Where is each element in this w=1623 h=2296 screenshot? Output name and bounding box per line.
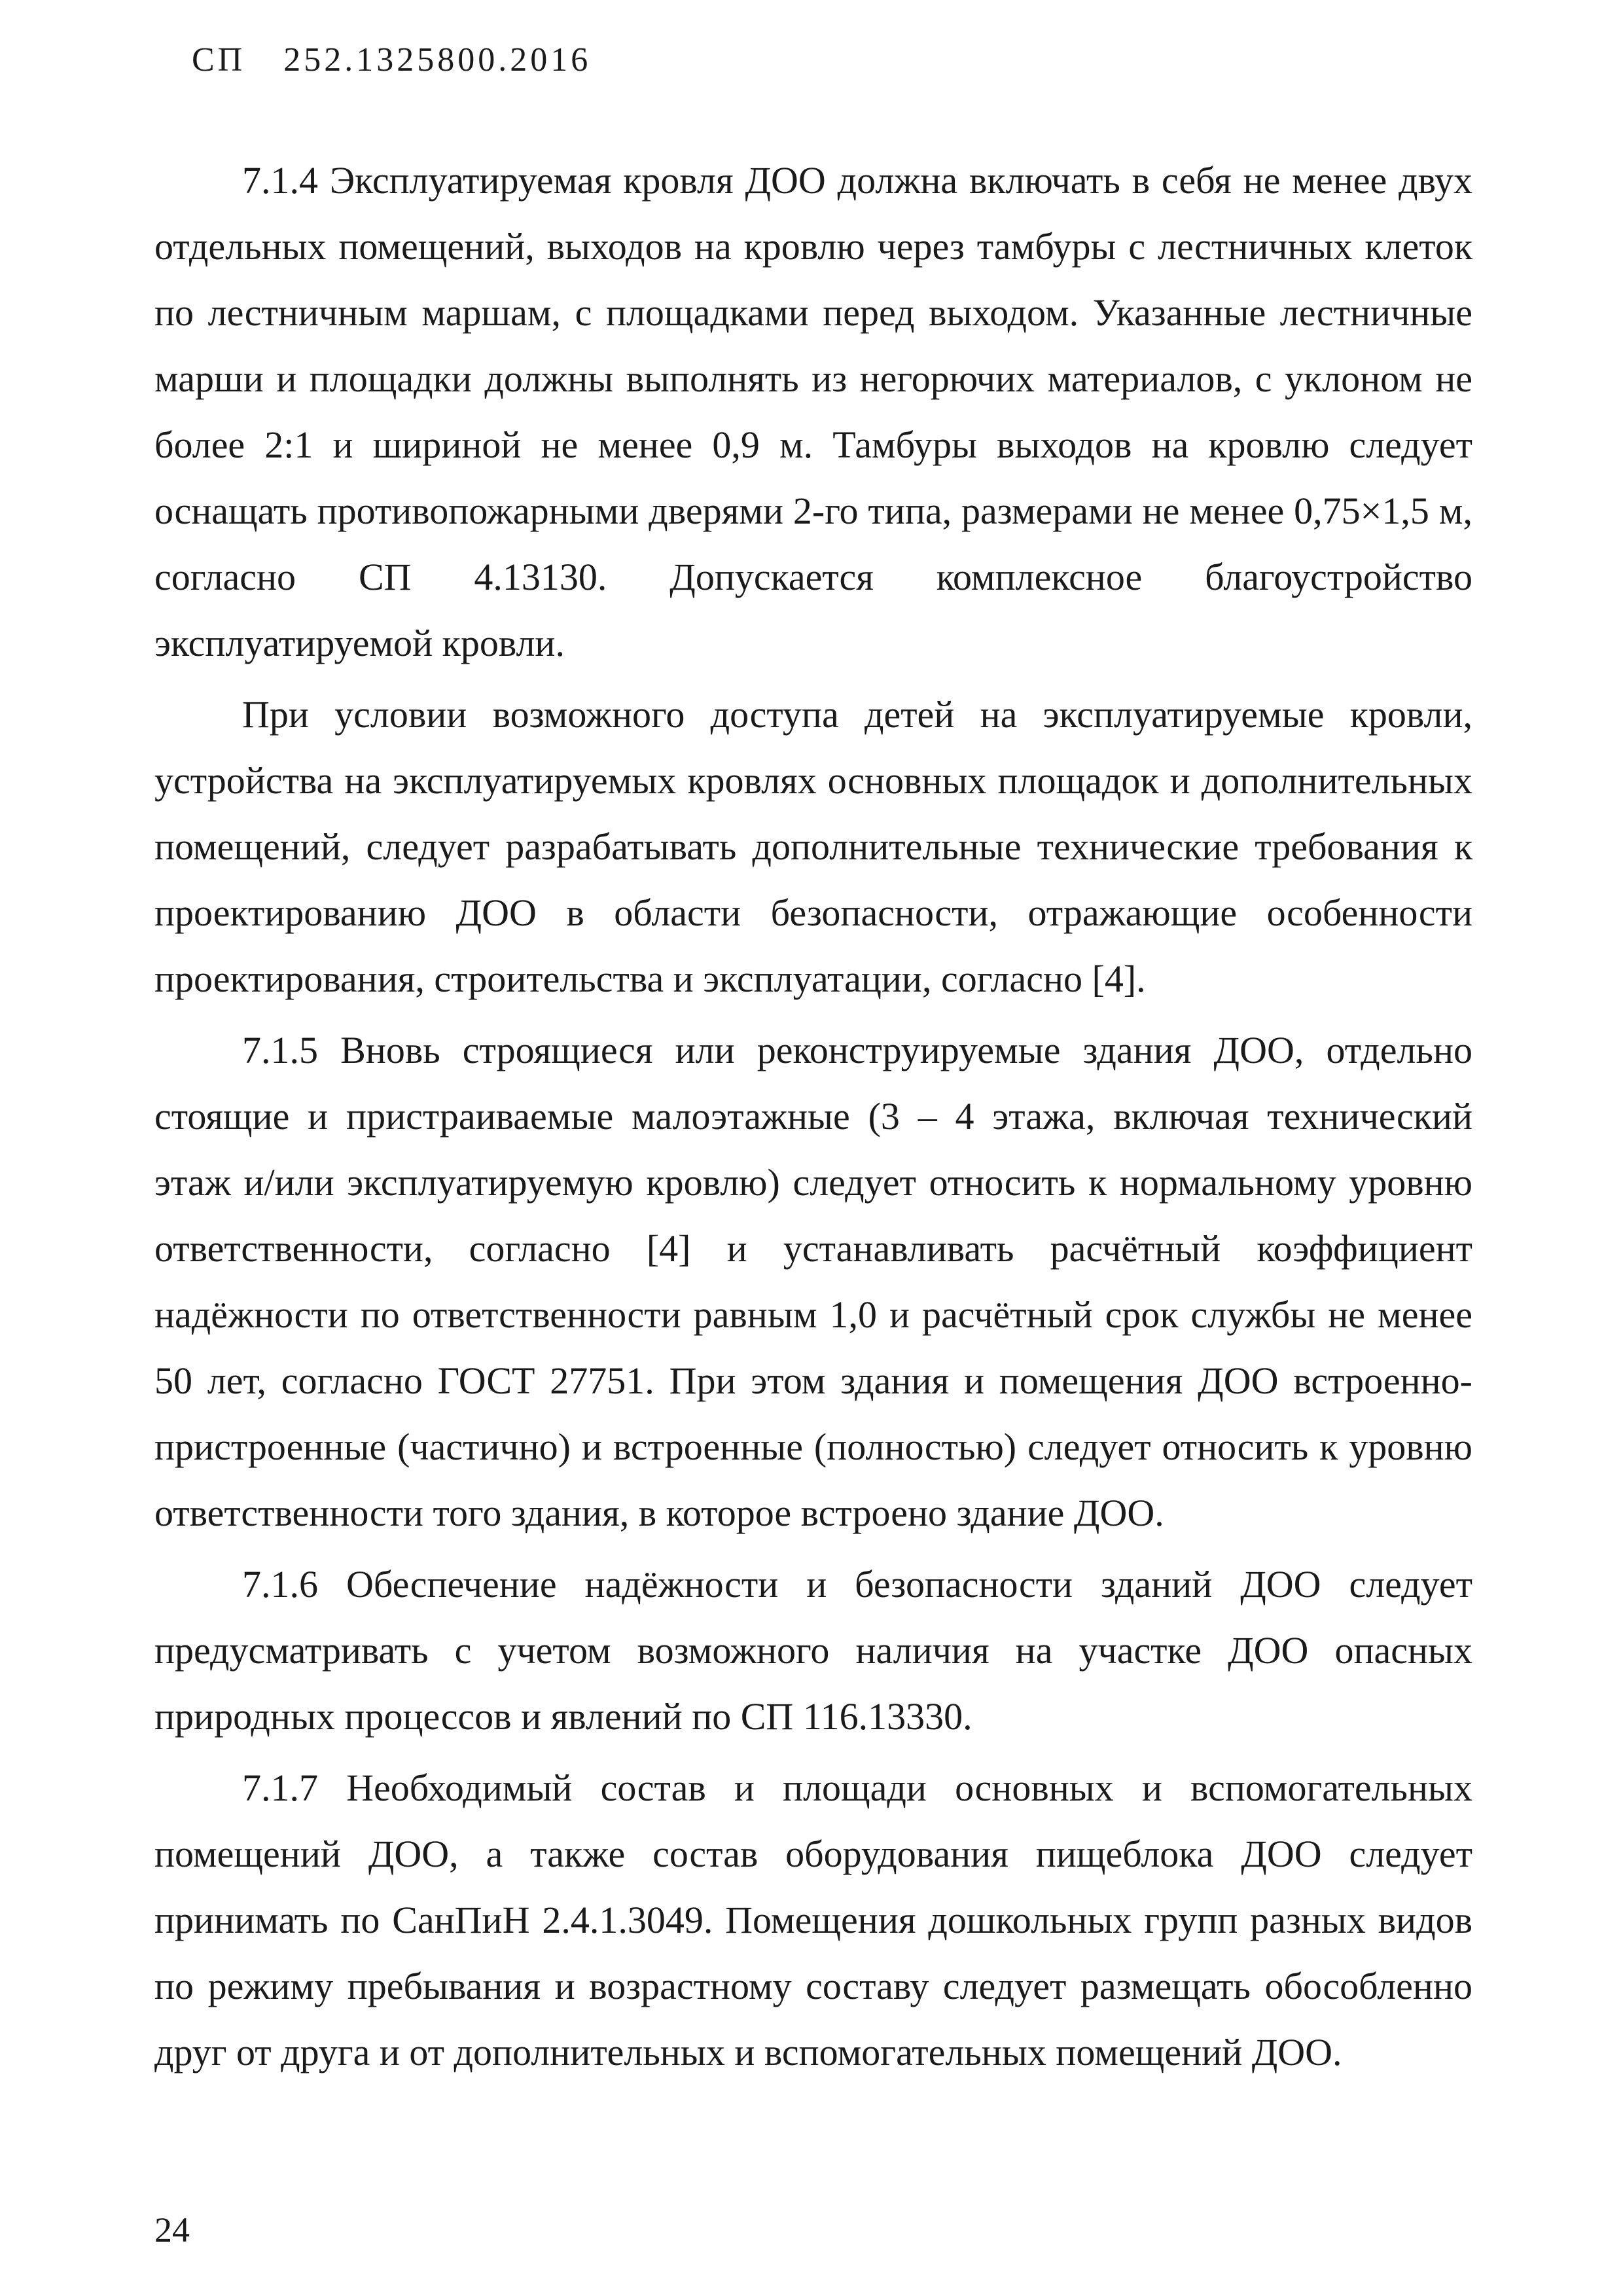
paragraph-7-1-4: 7.1.4 Эксплуатируемая кровля ДОО должна включать в себя не менее двух отдельных помещений, выходов на кровлю через тамбуры с лестничных клеток по лестничным маршам, с площадками перед выходом. Указанные лестничные марши и площадки должны выполнять из негорючих материалов, с уклоном не более 2:1 и шириной не менее 0,9 м. Тамбуры выходов на кровлю следует оснащать противопожарными дверями 2-го типа, размерами не менее 0,75×1,5 м, согласно СП 4.13130. Допускается комплексное благоустройство эксплуатируемой кровли. <box>154 159 1472 664</box>
header-prefix: СП <box>192 41 246 79</box>
paragraph-7-1-5: 7.1.5 Вновь строящиеся или реконструируемые здания ДОО, отдельно стоящие и пристраиваемые малоэтажные (3 – 4 этажа, включая технический этаж и/или эксплуатируемую кровлю) следует относить к нормальному уровню ответственности, согласно [4] и устанавливать расчётный коэффициент надёжности по ответственности равным 1,0 и расчётный срок службы не менее 50 лет, согласно ГОСТ 27751. При этом здания и помещения ДОО встроенно-пристроенные (частично) и встроенные (полностью) следует относить к уровню ответственности того здания, в которое встроено здание ДОО. <box>154 1029 1472 1534</box>
document-header <box>192 41 591 79</box>
paragraph-7-1-7: 7.1.7 Необходимый состав и площади основных и вспомогательных помещений ДОО, а также состав оборудования пищеблока ДОО следует принимать по СанПиН 2.4.1.3049. Помещения дошкольных групп разных видов по режиму пребывания и возрастному составу следует размещать обособленно друг от друга и от дополнительных и вспомогательных помещений ДОО. <box>154 1767 1472 2073</box>
paragraph-7-1-6: 7.1.6 Обеспечение надёжности и безопасности зданий ДОО следует предусматривать с учетом возможного наличия на участке ДОО опасных природных процессов и явлений по СП 116.13330. <box>154 1563 1472 1738</box>
paragraph-roof-access: При условии возможного доступа детей на эксплуатируемые кровли, устройства на эксплуатируемых кровлях основных площадок и дополнительных помещений, следует разрабатывать дополнительные технические требования к проектированию ДОО в области безопасности, отражающие особенности проектирования, строительства и эксплуатации, согласно [4]. <box>154 693 1472 1000</box>
document-body <box>154 147 1472 2090</box>
header-code: 252.1325800.2016 <box>283 41 592 79</box>
page-number: 24 <box>154 2210 190 2250</box>
